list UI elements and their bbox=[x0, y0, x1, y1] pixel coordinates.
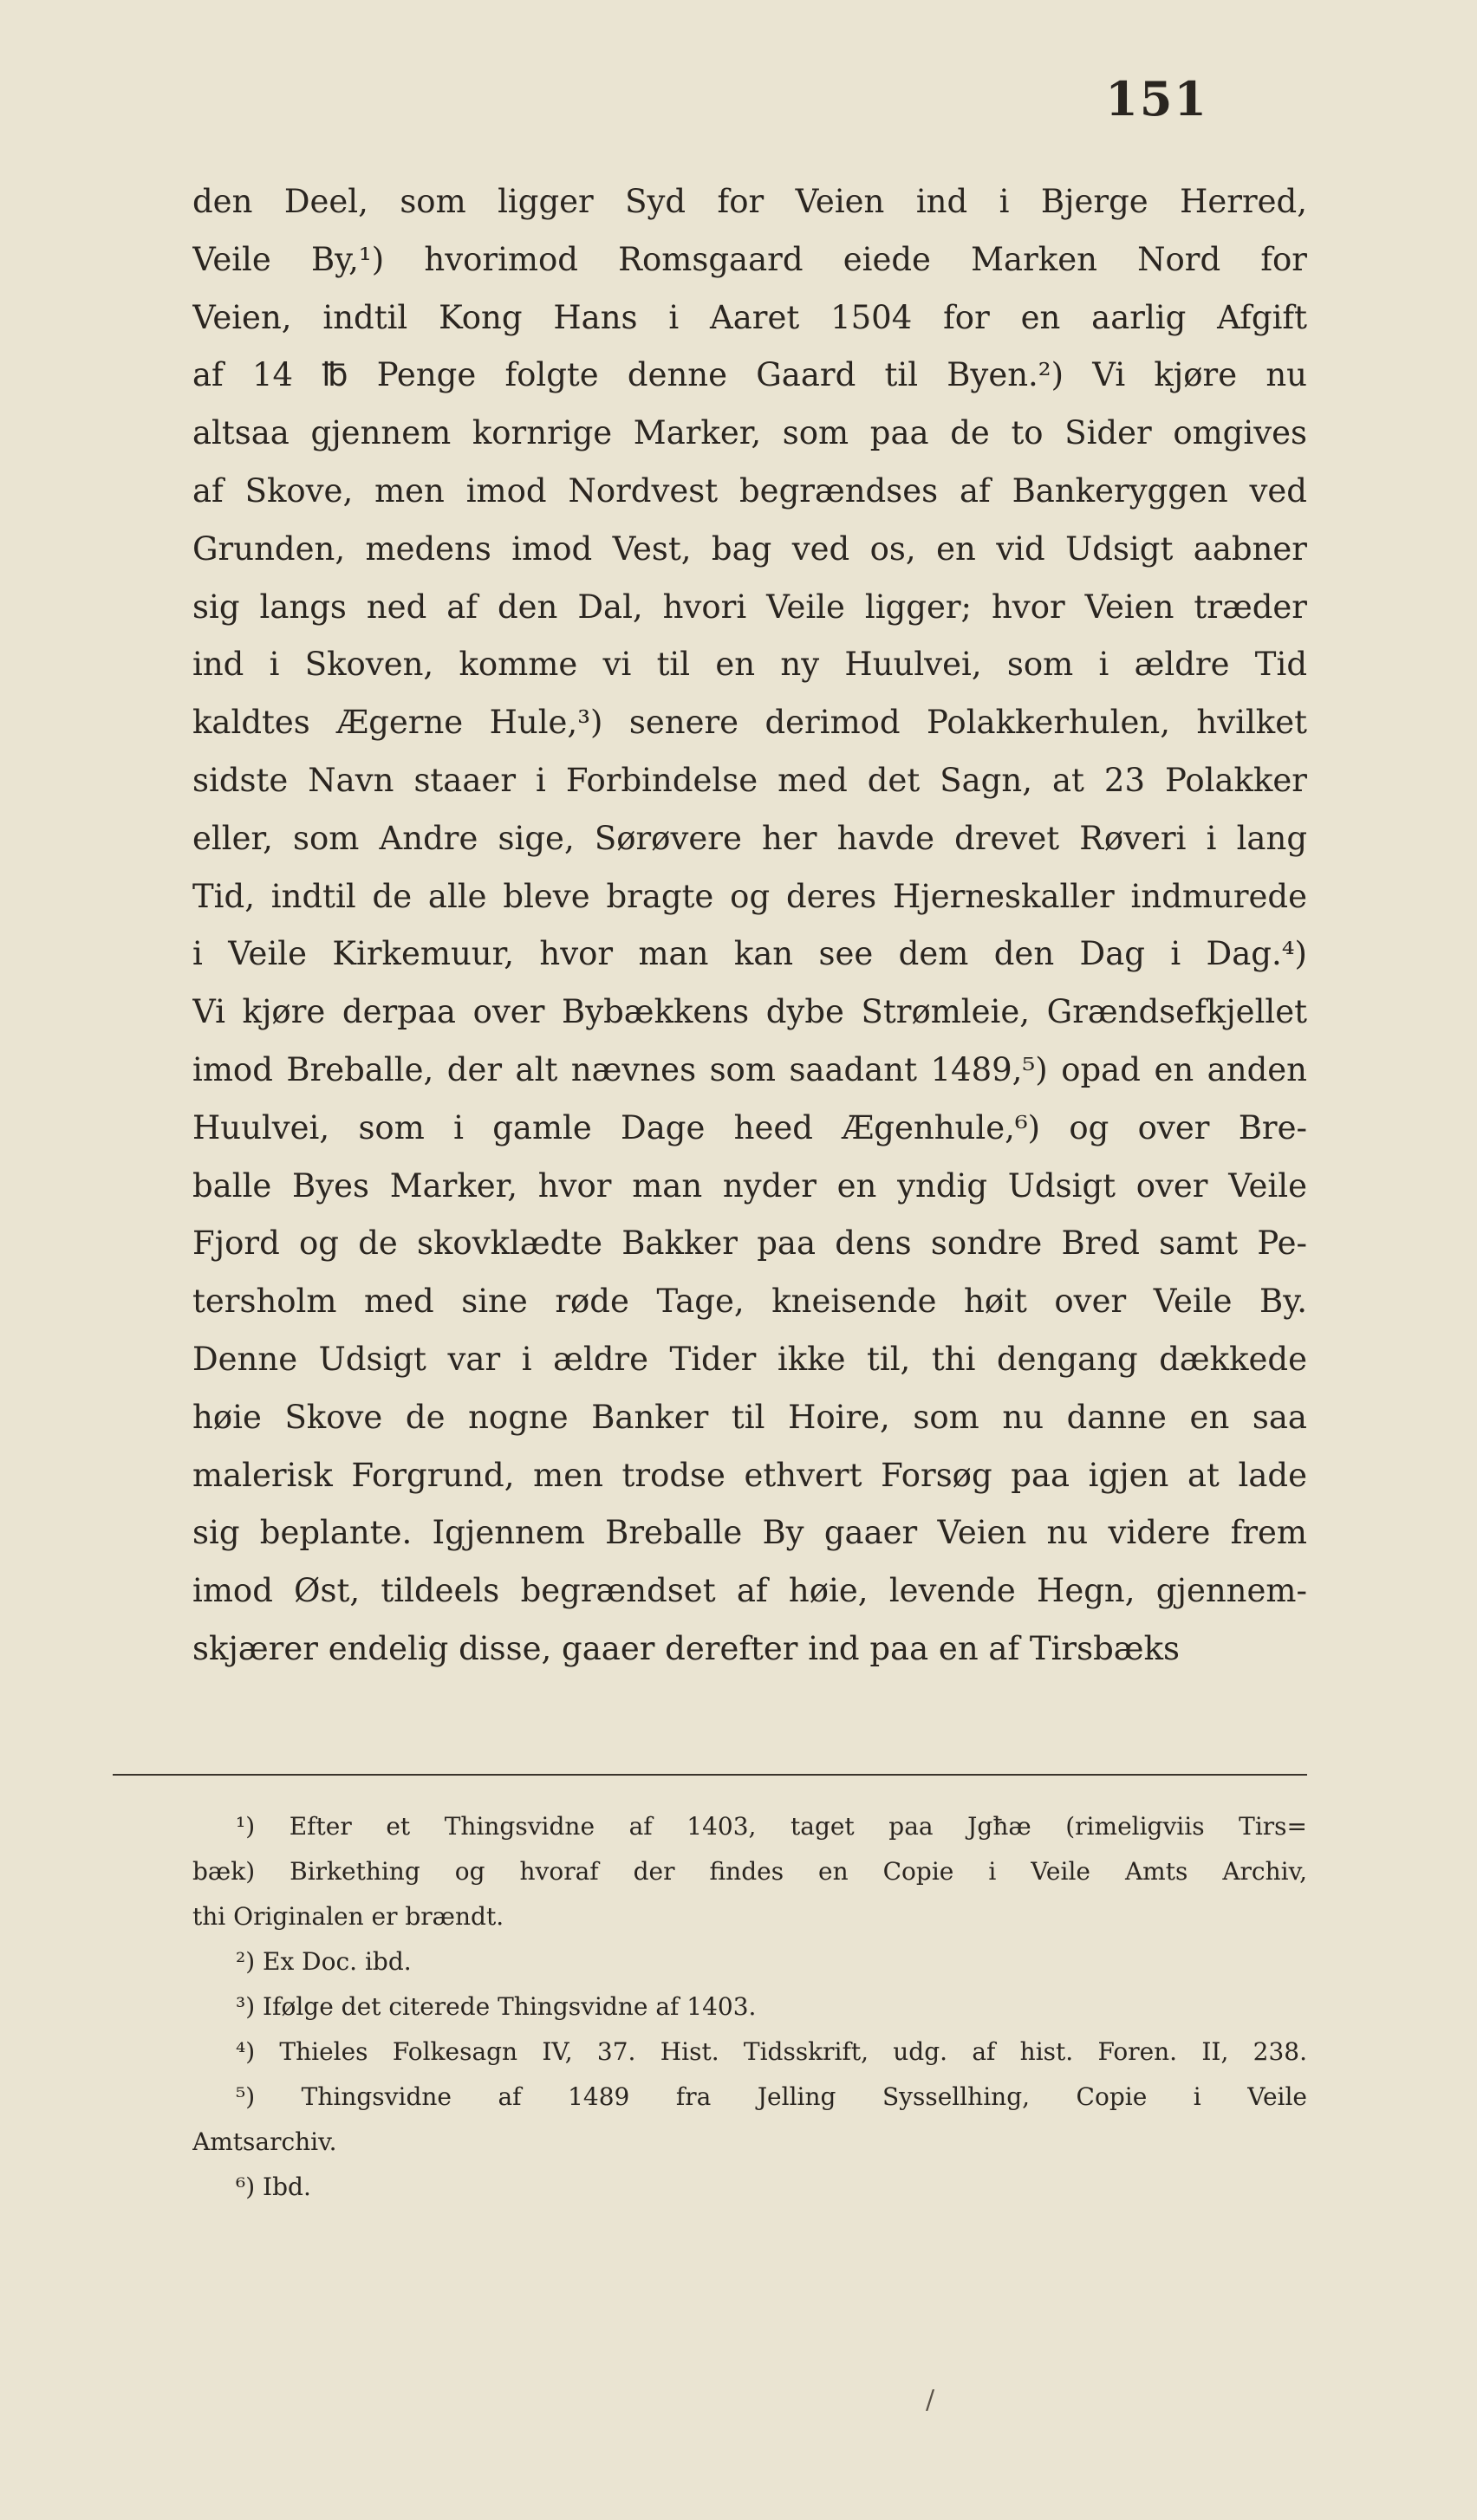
body-line: den Deel, som ligger Syd for Veien ind i Bjerge Herred, bbox=[192, 183, 1307, 220]
body-line: imod Øst, tildeels begrændset af høie, levende Hegn, gjennem- bbox=[192, 1572, 1307, 1610]
stray-mark: / bbox=[926, 2385, 935, 2415]
body-line: Huulvei, som i gamle Dage heed Ægenhule,⁶) og over Bre- bbox=[192, 1108, 1307, 1146]
footnote-1 bbox=[192, 1804, 1307, 1939]
footnote-line: ²) Ex Doc. ibd. bbox=[236, 1947, 412, 1976]
body-line: kaldtes Ægerne Hule,³) senere derimod Polakkerhulen, hvilket bbox=[192, 704, 1307, 742]
footnote-5 bbox=[192, 2075, 1307, 2165]
body-line: balle Byes Marker, hvor man nyder en yndig Udsigt over Veile bbox=[192, 1166, 1307, 1205]
footnote-line: ⁴) Thieles Folkesagn IV, 37. Hist. Tidsskrift, udg. af hist. Foren. II, 238. bbox=[236, 2037, 1307, 2066]
footnote-line: Amtsarchiv. bbox=[192, 2127, 337, 2156]
page-number: 151 bbox=[1105, 71, 1208, 127]
body-line: altsaa gjennem kornrige Marker, som paa de to Sider omgives bbox=[192, 414, 1307, 452]
body-line: ind i Skoven, komme vi til en ny Huulvei, som i ældre Tid bbox=[192, 646, 1307, 684]
body-text bbox=[192, 173, 1307, 1679]
body-line: af Skove, men imod Nordvest begrændses af Bankeryggen ved bbox=[192, 471, 1307, 510]
body-line: Grunden, medens imod Vest, bag ved os, en vid Udsigt aabner bbox=[192, 529, 1307, 568]
body-line: skjærer endelig disse, gaaer derefter ind paa en af Tirsbæks bbox=[192, 1629, 1180, 1667]
footnote-line: ⁶) Ibd. bbox=[236, 2173, 311, 2201]
body-line: Denne Udsigt var i ældre Tider ikke til, thi dengang dækkede bbox=[192, 1340, 1307, 1378]
body-line: Vi kjøre derpaa over Bybækkens dybe Strømleie, Grændsefkjellet bbox=[192, 993, 1307, 1031]
footnote-6 bbox=[192, 2165, 1307, 2210]
body-line: høie Skove de nogne Banker til Hoire, som nu danne en saa bbox=[192, 1398, 1307, 1436]
body-line: Veile By,¹) hvorimod Romsgaard eiede Marken Nord for bbox=[192, 240, 1307, 278]
body-line: eller, som Andre sige, Sørøvere her havde drevet Røveri i lang bbox=[192, 819, 1307, 857]
body-line: imod Breballe, der alt nævnes som saadant 1489,⁵) opad en anden bbox=[192, 1050, 1307, 1088]
footnote-line: thi Originalen er brændt. bbox=[192, 1902, 504, 1931]
body-line: i Veile Kirkemuur, hvor man kan see dem den Dag i Dag.⁴) bbox=[192, 935, 1307, 973]
footnote-divider bbox=[113, 1774, 1307, 1776]
footnote-line: bæk) Birkething og hvoraf der findes en Copie i Veile Amts Archiv, bbox=[192, 1857, 1307, 1886]
footnote-3 bbox=[192, 1984, 1307, 2030]
footnote-line: ⁵) Thingsvidne af 1489 fra Jelling Syssellhing, Copie i Veile bbox=[236, 2082, 1307, 2111]
footnote-line: ³) Ifølge det citerede Thingsvidne af 1403. bbox=[236, 1992, 757, 2021]
body-line: Fjord og de skovklædte Bakker paa dens sondre Bred samt Pe- bbox=[192, 1224, 1307, 1263]
footnote-line: ¹) Efter et Thingsvidne af 1403, taget paa Jgħæ (rimeligviis Tirs= bbox=[236, 1812, 1307, 1841]
body-line: Tid, indtil de alle bleve bragte og deres Hjerneskaller indmurede bbox=[192, 877, 1307, 915]
body-line: sig langs ned af den Dal, hvori Veile ligger; hvor Veien træder bbox=[192, 588, 1307, 626]
footnote-4 bbox=[192, 2030, 1307, 2075]
body-line: malerisk Forgrund, men trodse ethvert Forsøg paa igjen at lade bbox=[192, 1456, 1307, 1494]
body-line: tersholm med sine røde Tage, kneisende høit over Veile By. bbox=[192, 1283, 1307, 1321]
body-line: sidste Navn staaer i Forbindelse med det Sagn, at 23 Polakker bbox=[192, 761, 1307, 799]
body-line: af 14 ℔ Penge folgte denne Gaard til Byen.²) Vi kjøre nu bbox=[192, 356, 1307, 394]
footnotes bbox=[192, 1804, 1307, 2210]
body-line: Veien, indtil Kong Hans i Aaret 1504 for en aarlig Afgift bbox=[192, 298, 1307, 336]
footnote-2 bbox=[192, 1939, 1307, 1984]
body-line: sig beplante. Igjennem Breballe By gaaer Veien nu videre frem bbox=[192, 1514, 1307, 1552]
